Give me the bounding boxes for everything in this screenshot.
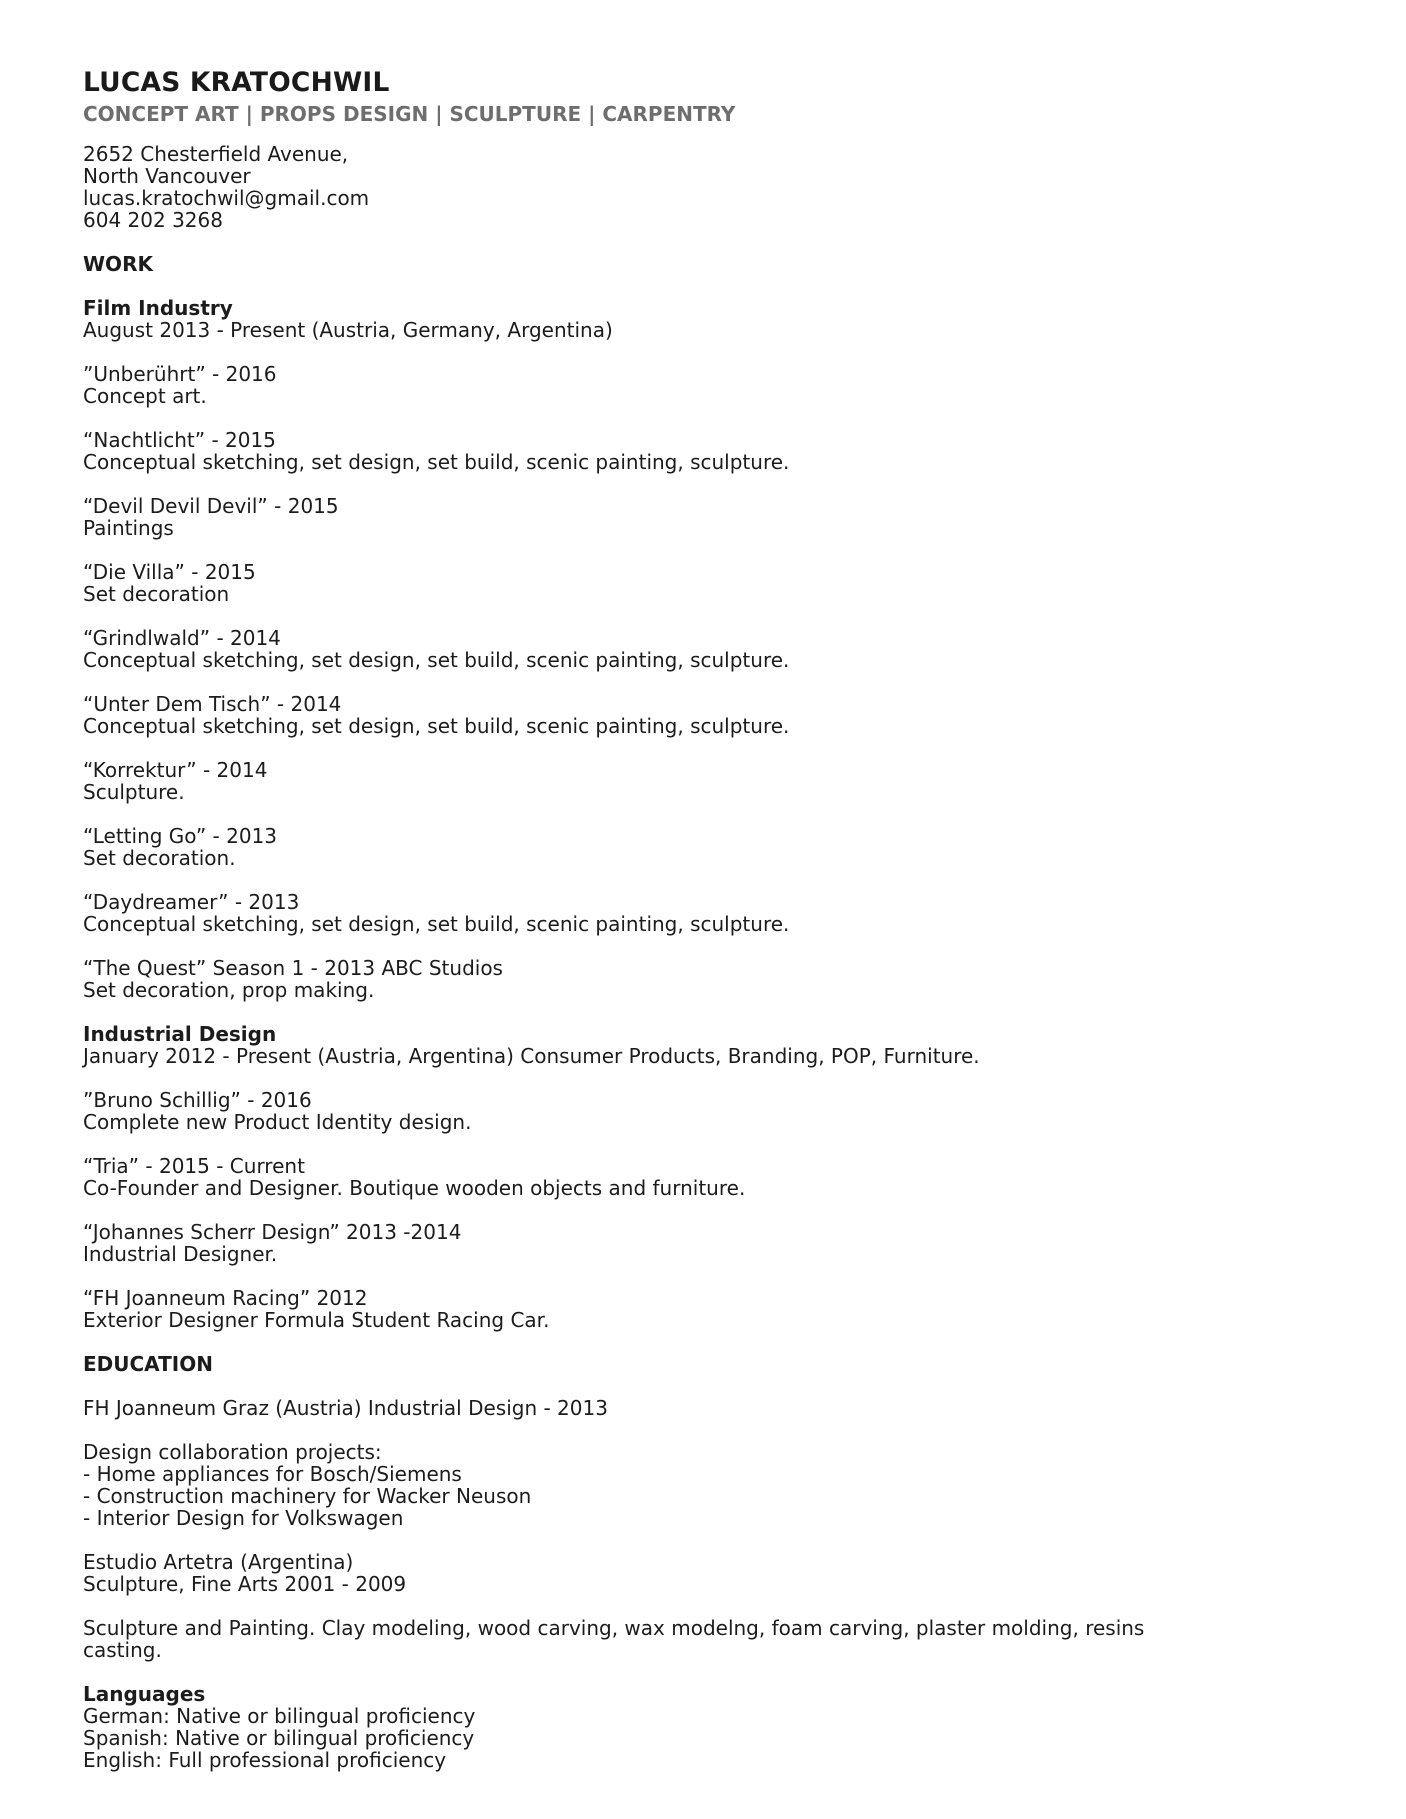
project-title: “Die Villa” - 2015 bbox=[83, 560, 256, 584]
project-description: Concept art. bbox=[83, 384, 207, 408]
project-description: Exterior Designer Formula Student Racing Car. bbox=[83, 1308, 550, 1332]
project-title: “Nachtlicht” - 2015 bbox=[83, 428, 276, 452]
film-industry-period: August 2013 - Present (Austria, Germany, Argentina) bbox=[83, 318, 613, 342]
list-item: Spanish: Native or bilingual proficiency bbox=[83, 1726, 475, 1750]
resume-name: LUCAS KRATOCHWIL bbox=[83, 67, 390, 98]
skills-paragraph bbox=[83, 1617, 1323, 1661]
languages-section bbox=[83, 1683, 1323, 1771]
email: lucas.kratochwil@gmail.com bbox=[83, 186, 370, 210]
resume-page bbox=[83, 66, 1323, 1771]
project-description: Sculpture. bbox=[83, 780, 185, 804]
project-title: “Korrektur” - 2014 bbox=[83, 758, 268, 782]
skills-line: casting. bbox=[83, 1638, 162, 1662]
project-description: Conceptual sketching, set design, set build, scenic painting, sculpture. bbox=[83, 714, 790, 738]
project-description: Conceptual sketching, set design, set build, scenic painting, sculpture. bbox=[83, 912, 790, 936]
resume-tagline: CONCEPT ART | PROPS DESIGN | SCULPTURE | CARPENTRY bbox=[83, 102, 736, 126]
studio-detail: Sculpture, Fine Arts 2001 - 2009 bbox=[83, 1572, 407, 1596]
project-title: ”Unberührt” - 2016 bbox=[83, 362, 277, 386]
languages-heading: Languages bbox=[83, 1682, 206, 1706]
education-heading: EDUCATION bbox=[83, 1352, 213, 1376]
studio-name: Estudio Artetra (Argentina) bbox=[83, 1550, 354, 1574]
project-title: “Letting Go” - 2013 bbox=[83, 824, 278, 848]
film-industry-heading: Film Industry bbox=[83, 296, 233, 320]
list-item bbox=[83, 957, 1323, 1001]
list-item bbox=[83, 627, 1323, 671]
list-item bbox=[83, 825, 1323, 869]
film-industry-section bbox=[83, 297, 1323, 341]
project-title: “Johannes Scherr Design” 2013 -2014 bbox=[83, 1220, 462, 1244]
list-item: - Construction machinery for Wacker Neuson bbox=[83, 1484, 532, 1508]
project-title: “Grindlwald” - 2014 bbox=[83, 626, 281, 650]
address-line-2: North Vancouver bbox=[83, 164, 251, 188]
list-item bbox=[83, 891, 1323, 935]
project-title: ”Bruno Schillig” - 2016 bbox=[83, 1088, 312, 1112]
list-item bbox=[83, 693, 1323, 737]
project-description: Industrial Designer. bbox=[83, 1242, 278, 1266]
project-title: “The Quest” Season 1 - 2013 ABC Studios bbox=[83, 956, 503, 980]
project-description: Set decoration bbox=[83, 582, 230, 606]
industrial-design-heading: Industrial Design bbox=[83, 1022, 277, 1046]
project-title: “Daydreamer” - 2013 bbox=[83, 890, 300, 914]
skills-line: Sculpture and Painting. Clay modeling, wood carving, wax modelng, foam carving, plaster molding, resins bbox=[83, 1616, 1145, 1640]
project-title: “Tria” - 2015 - Current bbox=[83, 1154, 305, 1178]
list-item bbox=[83, 1089, 1323, 1133]
industrial-design-period: January 2012 - Present (Austria, Argentina) Consumer Products, Branding, POP, Furniture. bbox=[83, 1044, 980, 1068]
work-heading: WORK bbox=[83, 252, 153, 276]
collaboration-projects bbox=[83, 1441, 1323, 1529]
list-item: - Interior Design for Volkswagen bbox=[83, 1506, 404, 1530]
list-item bbox=[83, 1155, 1323, 1199]
studio-entry bbox=[83, 1551, 1323, 1595]
project-description: Conceptual sketching, set design, set build, scenic painting, sculpture. bbox=[83, 450, 790, 474]
list-item bbox=[83, 759, 1323, 803]
collaboration-heading: Design collaboration projects: bbox=[83, 1440, 382, 1464]
education-degree: FH Joanneum Graz (Austria) Industrial Design - 2013 bbox=[83, 1396, 608, 1420]
list-item bbox=[83, 429, 1323, 473]
project-title: “Devil Devil Devil” - 2015 bbox=[83, 494, 339, 518]
project-description: Paintings bbox=[83, 516, 174, 540]
project-description: Complete new Product Identity design. bbox=[83, 1110, 472, 1134]
industrial-design-section bbox=[83, 1023, 1323, 1067]
project-description: Conceptual sketching, set design, set build, scenic painting, sculpture. bbox=[83, 648, 790, 672]
project-title: “Unter Dem Tisch” - 2014 bbox=[83, 692, 342, 716]
project-description: Set decoration, prop making. bbox=[83, 978, 375, 1002]
list-item: English: Full professional proficiency bbox=[83, 1748, 447, 1772]
project-description: Set decoration. bbox=[83, 846, 236, 870]
list-item: German: Native or bilingual proficiency bbox=[83, 1704, 476, 1728]
project-description: Co-Founder and Designer. Boutique wooden objects and furniture. bbox=[83, 1176, 746, 1200]
address-line-1: 2652 Chesterfield Avenue, bbox=[83, 142, 349, 166]
list-item bbox=[83, 495, 1323, 539]
project-title: “FH Joanneum Racing” 2012 bbox=[83, 1286, 368, 1310]
phone: 604 202 3268 bbox=[83, 208, 223, 232]
list-item bbox=[83, 561, 1323, 605]
list-item bbox=[83, 1221, 1323, 1265]
contact-block bbox=[83, 143, 1323, 231]
list-item: - Home appliances for Bosch/Siemens bbox=[83, 1462, 462, 1486]
list-item bbox=[83, 363, 1323, 407]
list-item bbox=[83, 1287, 1323, 1331]
